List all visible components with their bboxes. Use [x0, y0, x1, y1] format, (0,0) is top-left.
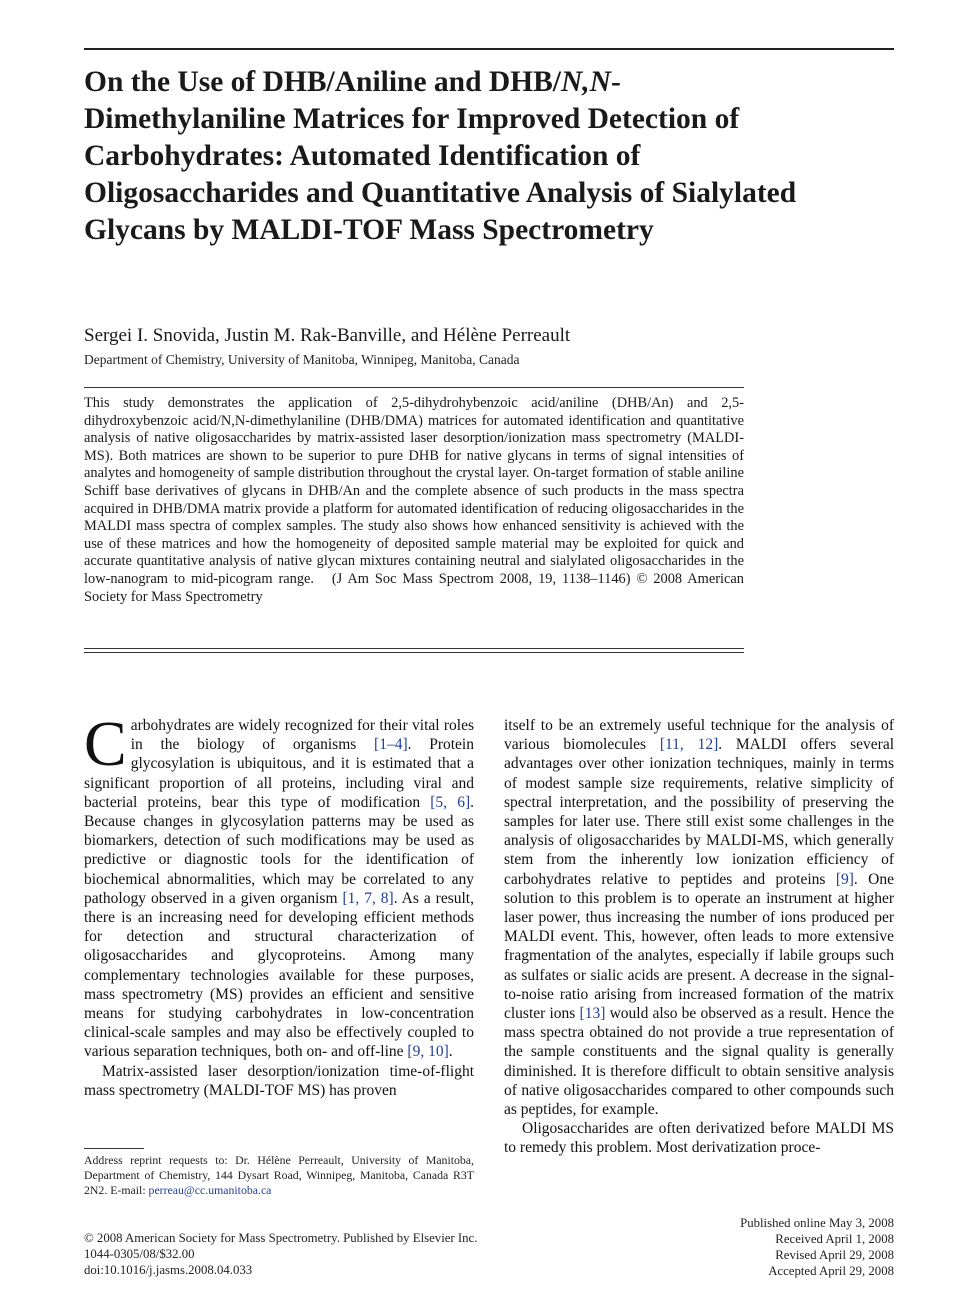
- received-date: Received April 1, 2008: [775, 1232, 894, 1246]
- doi-line: doi:10.1016/j.jasms.2008.04.033: [84, 1263, 253, 1277]
- intro-paragraph-1: Carbohydrates are widely recognized for their vital roles in the biology of organisms [1–4]. Protein glycosylation is ubiquitous, and it is estimated that a significant proportion of all proteins, including viral and bacterial proteins, bear this type of modification [5, 6]. Because changes in glycosylation patterns may be used as biomarkers, detection of such modifications may be used as predictive or diagnostic tools for the identification of biochemical abnormalities, which may be correlated to any pathology observed in a given organism [1, 7, 8]. As a result, there is an increasing need for developing efficient methods for detection and structural characterization of oligosaccharides and glycoproteins. Among many complementary technologies available for these purposes, mass spectrometry (MS) provides an efficient and sensitive means for studying carbohydrates in low-concentration clinical-scale samples and may also be effectively coupled to various separation techniques, both on- and off-line [9, 10].: [84, 708, 474, 1061]
- footnote: Address reprint requests to: Dr. Hélène Perreault, University of Manitoba, Department of Chemistry, 144 Dysart Road, Winnipeg, Manitoba, Canada R3T 2N2. E-mail: perreau@cc.umanitoba.ca: [84, 1153, 474, 1197]
- left-column: [84, 708, 474, 1100]
- reference-link[interactable]: [9]: [835, 870, 854, 888]
- right-column: [504, 716, 894, 1158]
- accepted-date: Accepted April 29, 2008: [768, 1264, 894, 1278]
- header-rule: [84, 48, 894, 50]
- body-paragraph-2: Oligosaccharides are often derivatized before MALDI MS to remedy this problem. Most derivatization proce-: [504, 1120, 894, 1157]
- drop-cap: C: [84, 708, 127, 779]
- abstract-bottom-rule-2: [84, 652, 744, 653]
- intro-paragraph-2: Matrix-assisted laser desorption/ionization time-of-flight mass spectrometry (MALDI-TOF MS) has proven: [84, 1062, 474, 1099]
- abstract: [84, 395, 744, 606]
- published-online: Published online May 3, 2008: [740, 1216, 894, 1230]
- reference-link[interactable]: [1, 7, 8]: [342, 889, 394, 907]
- dates-block: [740, 1215, 894, 1279]
- abstract-bottom-rule-1: [84, 648, 744, 649]
- copyright-block: [84, 1230, 477, 1278]
- issn-line: 1044-0305/08/$32.00: [84, 1247, 195, 1261]
- reference-link[interactable]: [5, 6]: [430, 793, 471, 811]
- reference-link[interactable]: [11, 12]: [659, 736, 719, 754]
- article-title: On the Use of DHB/Aniline and DHB/N,N-Dimethylaniline Matrices for Improved Detection of Carbohydrates: Automated Identification of Oligosaccharides and Quantitative Analysis of Sialylated Glycans by MALDI-TOF Mass Spectrometry: [84, 66, 797, 246]
- email-link[interactable]: perreau@cc.umanitoba.ca: [148, 1183, 272, 1197]
- affiliation: Department of Chemistry, University of Manitoba, Winnipeg, Manitoba, Canada: [84, 352, 520, 367]
- reference-link[interactable]: [9, 10]: [407, 1043, 449, 1061]
- footnote-rule: [84, 1148, 144, 1149]
- abstract-top-rule: [84, 387, 744, 388]
- reference-link[interactable]: [1–4]: [374, 736, 408, 754]
- revised-date: Revised April 29, 2008: [775, 1248, 894, 1262]
- copyright-line: © 2008 American Society for Mass Spectrometry. Published by Elsevier Inc.: [84, 1231, 478, 1245]
- body-paragraph-1: itself to be an extremely useful technique for the analysis of various biomolecules [11, 12]. MALDI offers several advantages over other ionization techniques, mainly in terms of modest sample size requirements, relative simplicity of spectral interpretation, and the possibility of preserving the samples for later use. There still exist some challenges in the analysis of oligosaccharides by MALDI-MS, which generally stem from the inherently low ionization efficiency of carbohydrates relative to peptides and proteins [9]. One solution to this problem is to operate an instrument at higher laser power, thus increasing the number of ions produced per MALDI event. This, however, often leads to more extensive fragmentation of the analytes, especially if labile groups such as sulfates or sialic acids are present. A decrease in the signal-to-noise ratio arising from increased formation of the matrix cluster ions [13] would also be observed as a result. Hence the mass spectra obtained do not provide a true representation of the sample constituents and the signal quality is generally diminished. It is therefore difficult to obtain sensitive analysis of native oligosaccharides compared to other compounds such as peptides, for example.: [504, 717, 895, 1119]
- author-list: Sergei I. Snovida, Justin M. Rak-Banville, and Hélène Perreault: [84, 325, 571, 346]
- abstract-text: This study demonstrates the application of 2,5-dihydrohybenzoic acid/aniline (DHB/An) and 2,5-dihydroxybenzoic acid/N,N-dimethylaniline (DHB/DMA) matrices for automated identification and quantitative analysis of native oligosaccharides by matrix-assisted laser desorption/ionization mass spectrometry (MALDI-MS). Both matrices are shown to be superior to pure DHB for native glycans in terms of signal intensities of analytes and homogeneity of sample distribution throughout the crystal layer. On-target formation of stable aniline Schiff base derivatives of glycans in DHB/An and the complete absence of such products in the mass spectra acquired in DHB/DMA matrix provide a platform for automated identification of reducing oligosaccharides in the MALDI mass spectra of complex samples. The study also shows how enhanced sensitivity is achieved with the use of these matrices and how the homogeneity of deposited sample material may be exploited for quick and accurate quantitative analysis of native glycan mixtures containing neutral and sialylated oligosaccharides in the low-nanogram to mid-picogram range.: [84, 395, 744, 587]
- reference-link[interactable]: [13]: [579, 1005, 606, 1023]
- abstract-citation: (J Am Soc Mass Spectrom 2008, 19, 1138–1146) © 2008 American Society for Mass Spectrometry: [84, 570, 744, 605]
